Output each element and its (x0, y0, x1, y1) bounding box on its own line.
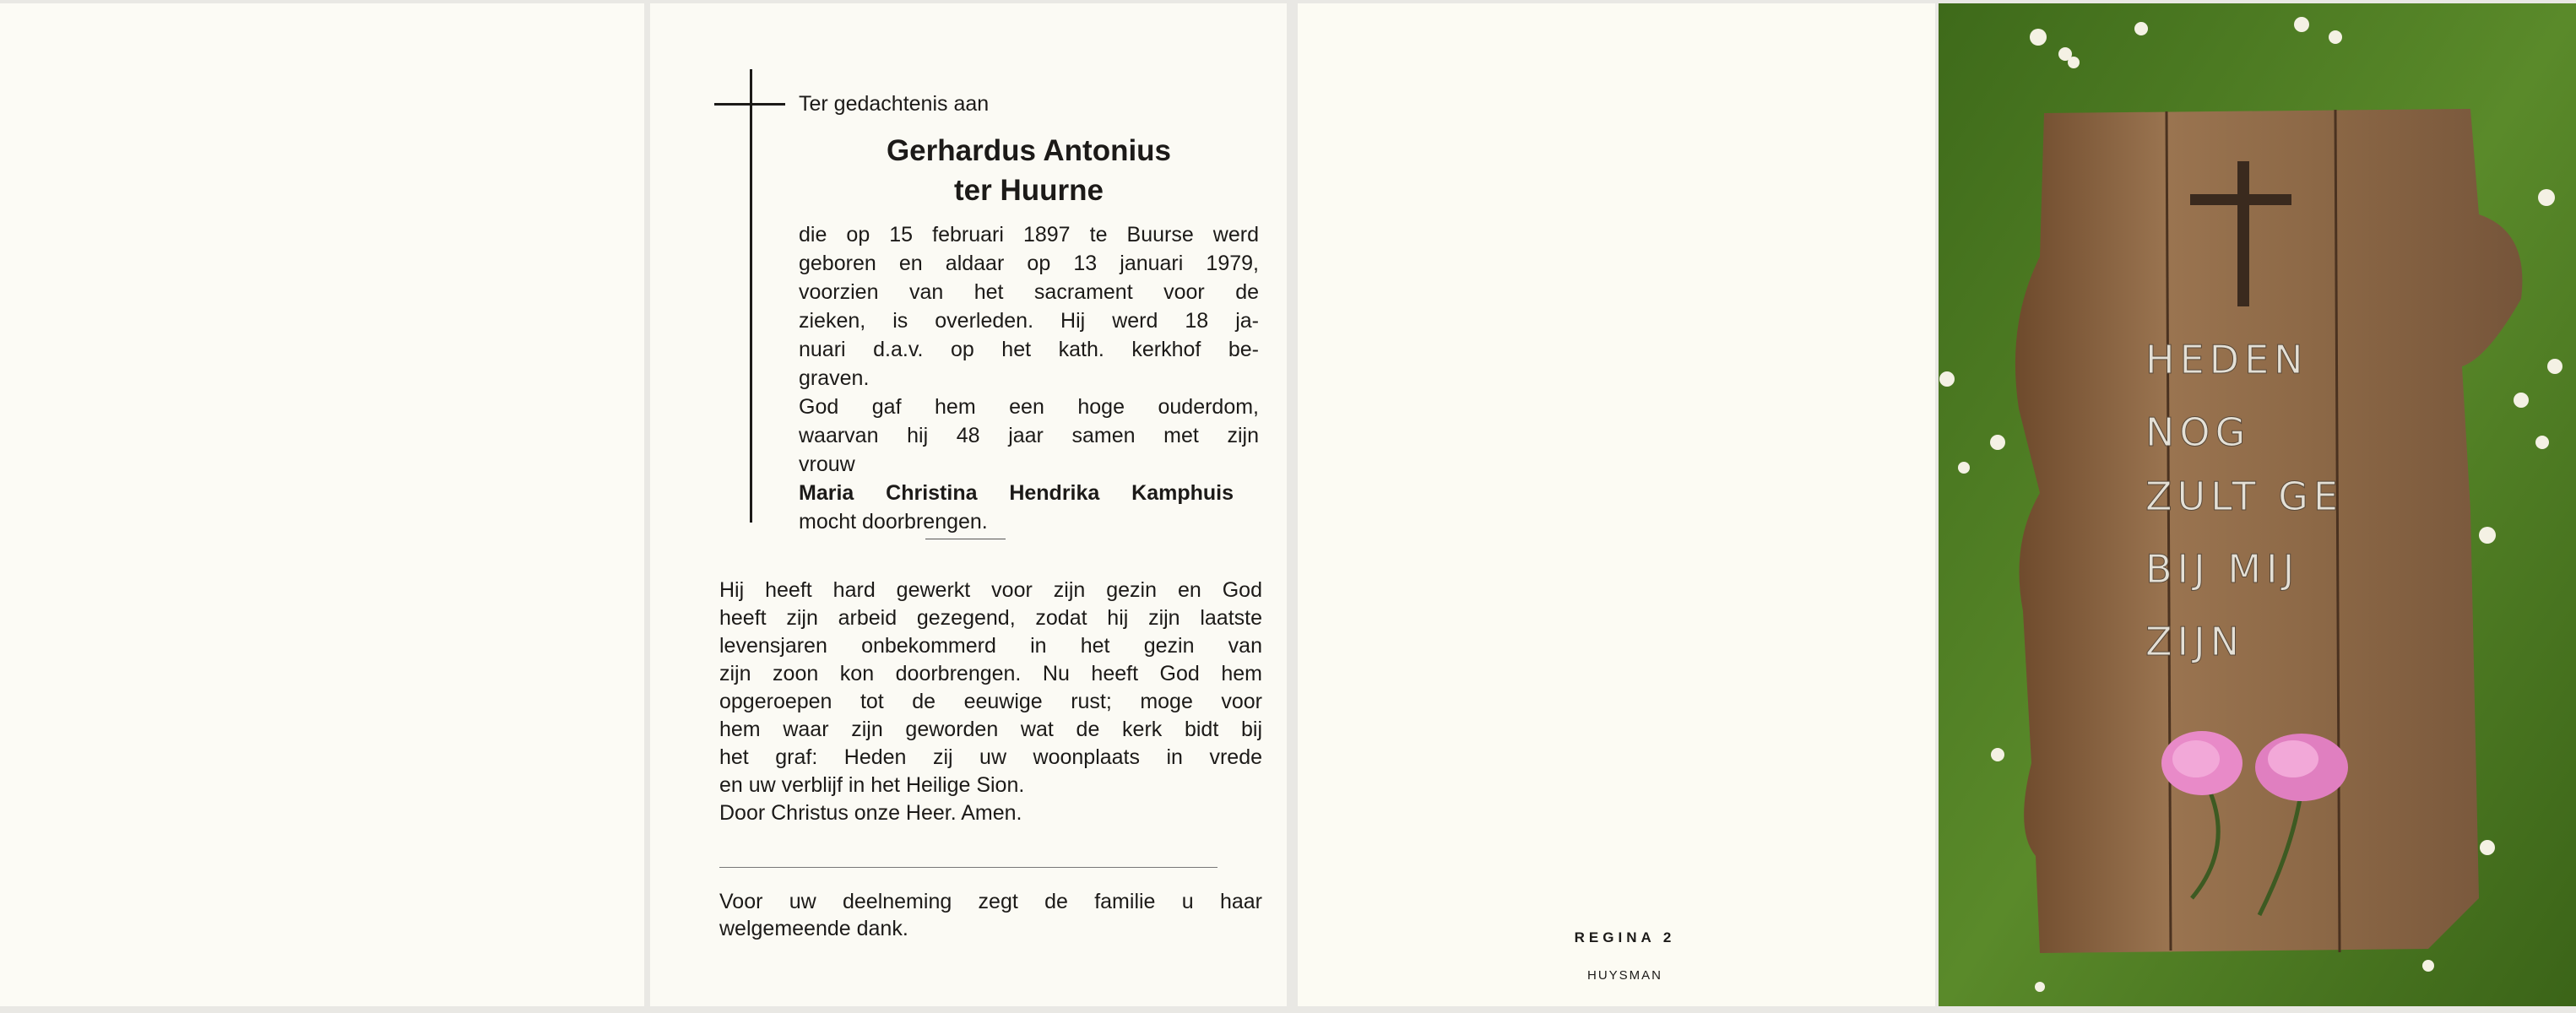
cover-photo (1939, 3, 2576, 1006)
plank-text-line: ZIJN (2145, 619, 2245, 664)
prayer-line: hem waar zijn geworden wat de kerk bidt bij (719, 718, 1262, 741)
bio-line: God gaf hem een hoge ouderdom, (799, 395, 1259, 419)
back-panel (1298, 3, 1935, 1006)
prayer-line: levensjaren onbekommerd in het gezin van (719, 634, 1262, 658)
plank-text-line: ZULT GE (2145, 474, 2343, 519)
prayer-line: het graf: Heden zij uw woonplaats in vrede (719, 745, 1262, 769)
memorial-text-panel (650, 3, 1287, 1006)
prayer-line: en uw verblijf in het Heilige Sion. (719, 773, 1025, 797)
bio-line: vrouw (799, 452, 855, 476)
bio-line: zieken, is overleden. Hij werd 18 ja- (799, 309, 1259, 333)
bio-line: nuari d.a.v. op het kath. kerkhof be- (799, 338, 1259, 361)
prayer-line: opgeroepen tot de eeuwige rust; moge voor (719, 690, 1262, 713)
bio-line: die op 15 februari 1897 te Buurse werd (799, 223, 1259, 246)
spouse-name: Maria Christina Hendrika Kamphuis (799, 481, 1234, 505)
series-label: REGINA 2 (1574, 929, 1676, 945)
prayer-line: Hij heeft hard gewerkt voor zijn gezin en God (719, 578, 1262, 602)
prayer-line: Door Christus onze Heer. Amen. (719, 801, 1022, 825)
prayer-line: heeft zijn arbeid gezegend, zodat hij zijn laatste (719, 606, 1262, 630)
plank-text-line: NOG (2145, 409, 2251, 455)
blank-inside-panel (0, 3, 644, 1006)
plank-text-line: HEDEN (2145, 337, 2308, 382)
bio-line: mocht doorbrengen. (799, 510, 988, 534)
plank-text-line: BIJ MIJ (2145, 546, 2300, 592)
intro-text: Ter gedachtenis aan (799, 92, 990, 116)
grave-plank-image (1939, 3, 2576, 1006)
bio-line: voorzien van het sacrament voor de (799, 280, 1259, 304)
cross-vertical (750, 69, 752, 523)
deceased-name-line2: ter Huurne (954, 174, 1104, 207)
deceased-name-line1: Gerhardus Antonius (886, 134, 1172, 167)
bio-line: graven. (799, 366, 870, 390)
prayer-line: zijn zoon kon doorbrengen. Nu heeft God hem (719, 662, 1262, 685)
bio-line: waarvan hij 48 jaar samen met zijn (799, 424, 1259, 447)
thanks-line: welgemeende dank. (719, 917, 908, 940)
wooden-plank (2015, 109, 2523, 953)
cross-horizontal (714, 103, 785, 106)
thanks-line: Voor uw deelneming zegt de familie u haar (719, 890, 1262, 913)
long-divider (719, 867, 1217, 868)
publisher-label: HUYSMAN (1586, 968, 1662, 983)
bio-line: geboren en aldaar op 13 januari 1979, (799, 252, 1259, 275)
